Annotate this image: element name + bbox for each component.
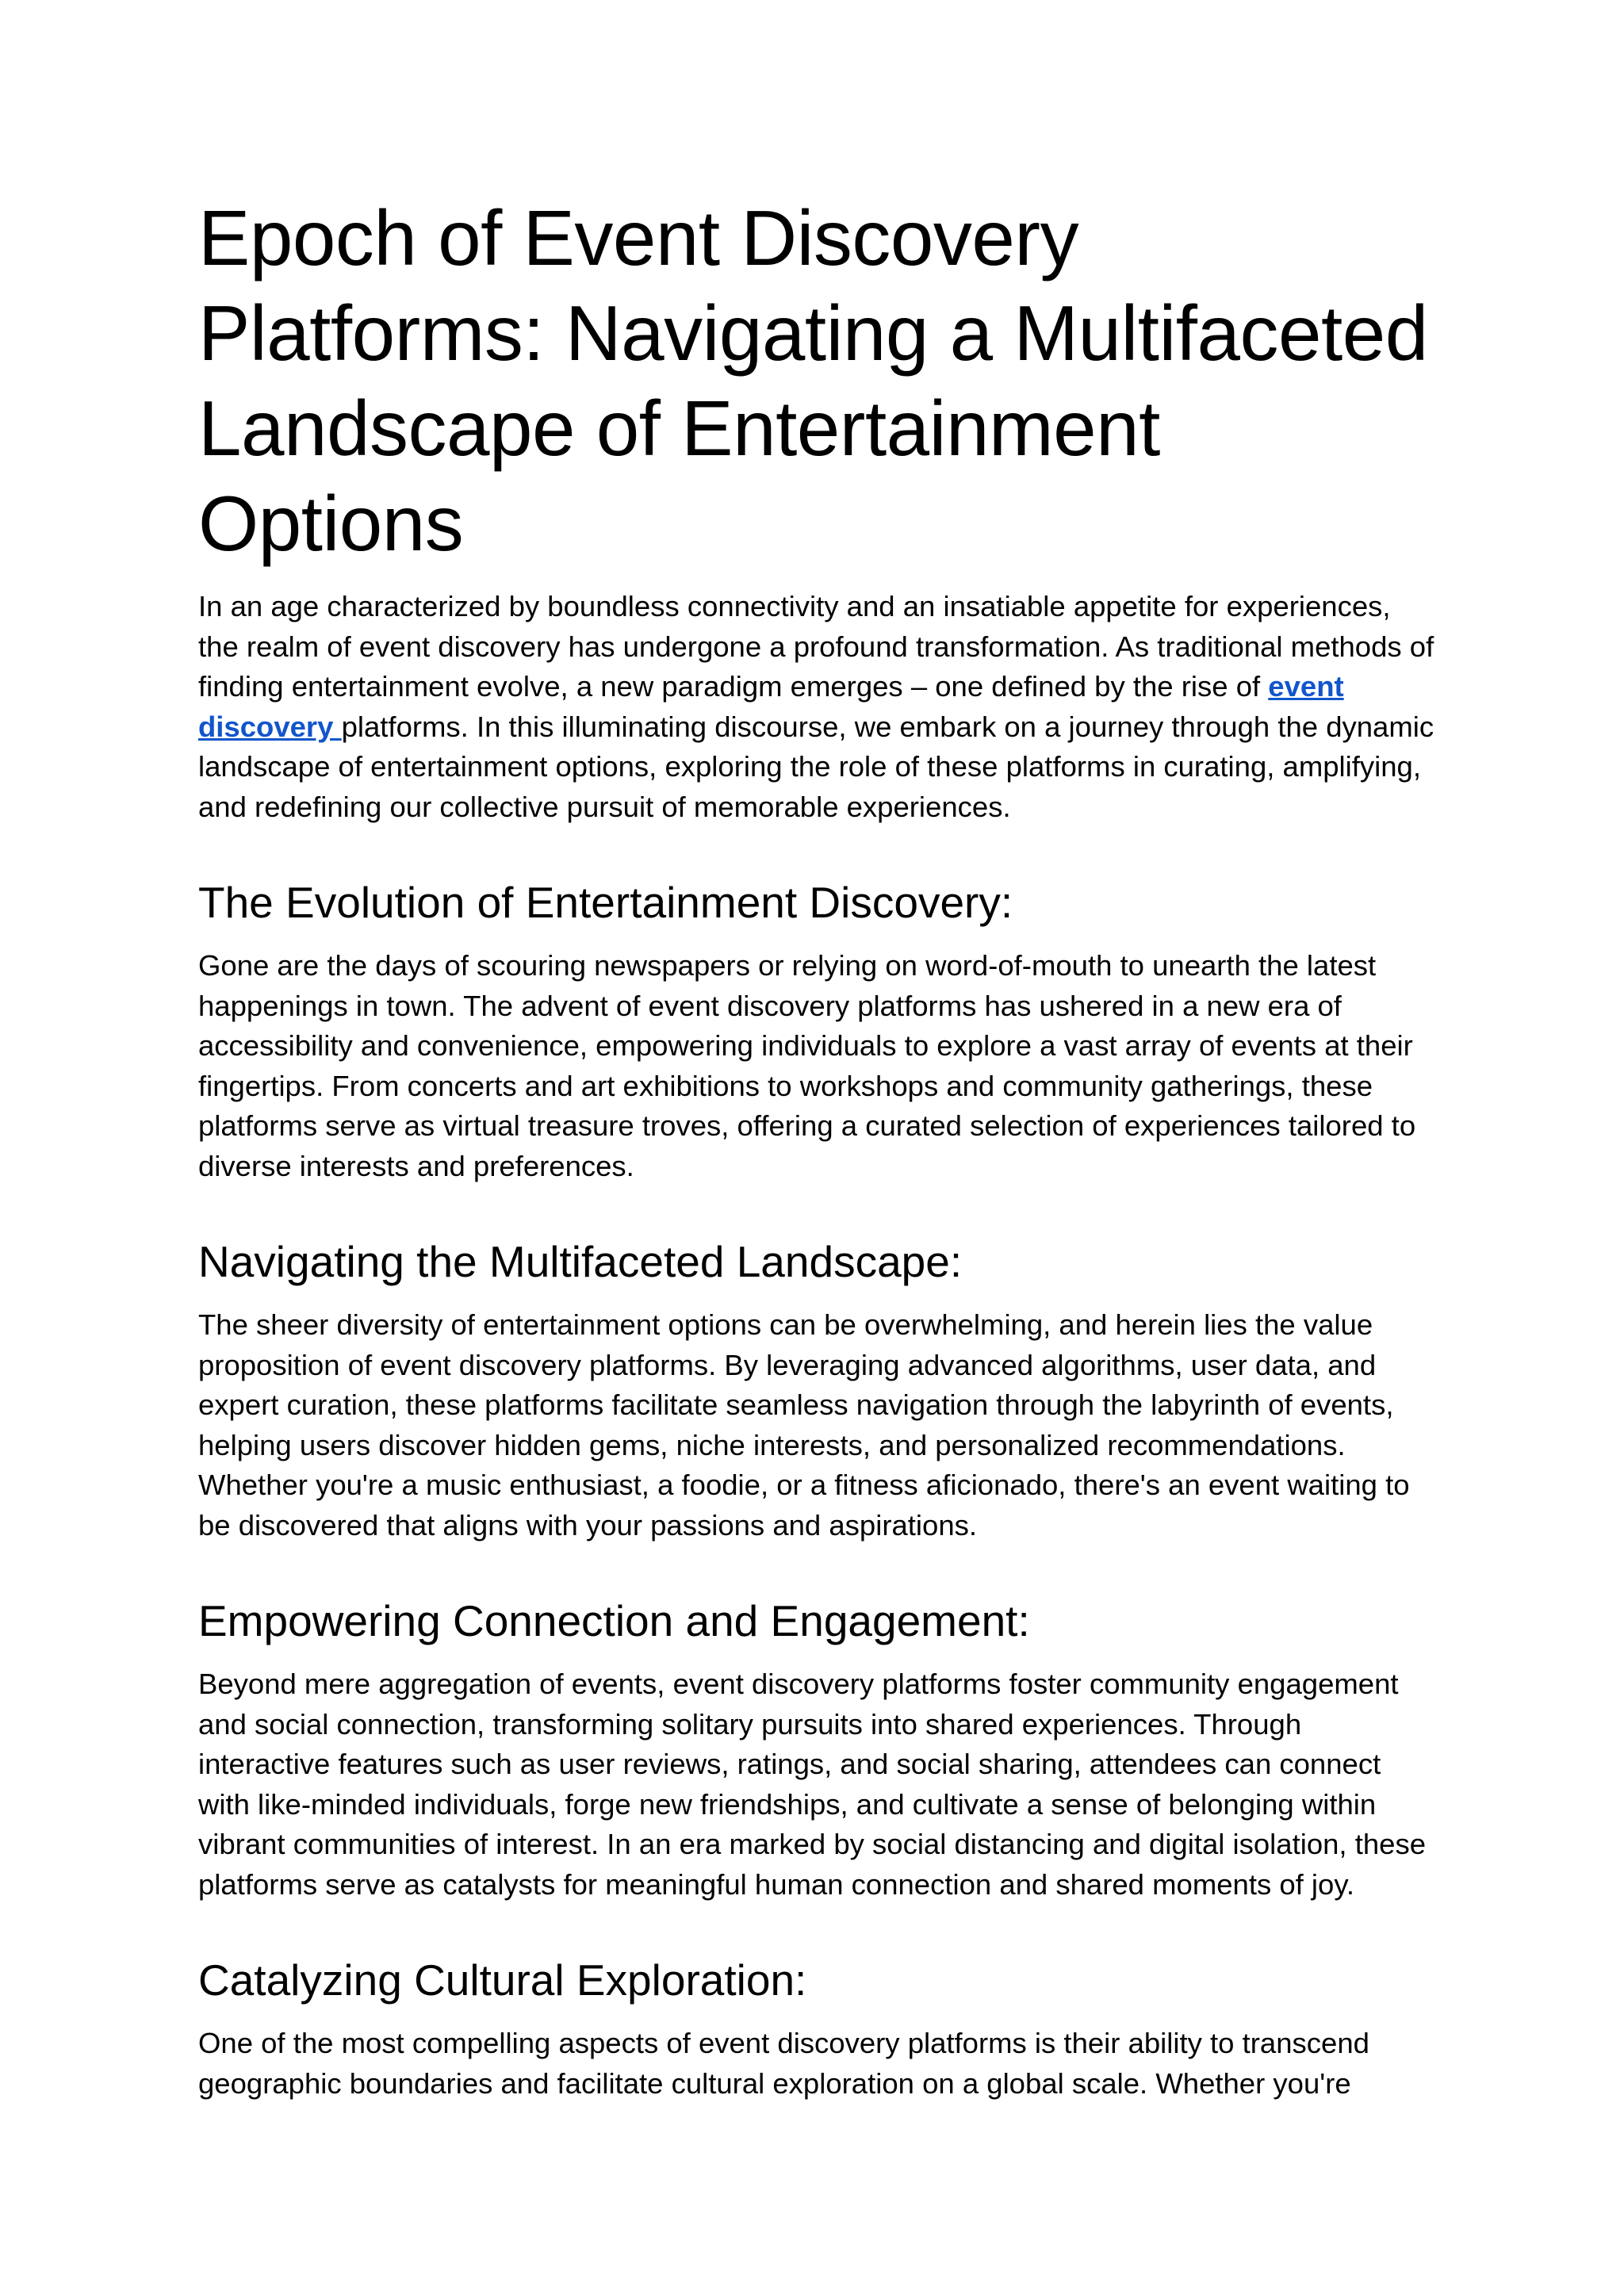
section-body: The sheer diversity of entertainment options can be overwhelming, and herein lies the value proposition of event discovery platforms. By leveraging advanced algorithms, user data, and expert curation, these platforms facilitate seamless navigation through the labyrinth of events, helping users discover hidden gems, niche interests, and personalized recommendations. Whether you're a music enthusiast, a foodie, or a fitness aficionado, there's an event waiting to be discovered that aligns with your passions and aspirations. (198, 1308, 1410, 1541)
section-body: Beyond mere aggregation of events, event discovery platforms foster community engagement and social connection, transforming solitary pursuits into shared experiences. Through interactive features such as user reviews, ratings, and social sharing, attendees can connect with like-minded individuals, forge new friendships, and cultivate a sense of belonging within vibrant communities of interest. In an era marked by social distancing and digital isolation, these platforms serve as catalysts for meaningful human connection and shared moments of joy. (198, 1668, 1427, 1901)
document-page (198, 190, 1435, 2104)
intro-text-after-link: platforms. In this illuminating discourse, we embark on a journey through the dynamic landscape of entertainment options, exploring the role of these platforms in curating, amplifying, and redefining our collective pursuit of memorable experiences. (198, 710, 1434, 823)
section-heading: Empowering Connection and Engagement: (198, 1596, 1030, 1645)
section-heading: Catalyzing Cultural Exploration: (198, 1955, 807, 2005)
section-evolution (198, 876, 1435, 1186)
section-body: Gone are the days of scouring newspapers or relying on word-of-mouth to unearth the latest happenings in town. The advent of event discovery platforms has ushered in a new era of accessibility and convenience, empowering individuals to explore a vast array of events at their fingertips. From concerts and art exhibitions to workshops and community gatherings, these platforms serve as virtual treasure troves, offering a curated selection of experiences tailored to diverse interests and preferences. (198, 949, 1416, 1182)
document-title: Epoch of Event Discovery Platforms: Navigating a Multifaceted Landscape of Entertainment Options (198, 194, 1428, 567)
section-body: One of the most compelling aspects of event discovery platforms is their ability to transcend geographic boundaries and facilitate cultural exploration on a global scale. Whether you're (198, 2027, 1369, 2100)
intro-paragraph (198, 587, 1435, 827)
section-navigating (198, 1235, 1435, 1545)
event-discovery-link[interactable]: event discovery (198, 670, 1344, 743)
section-heading: The Evolution of Entertainment Discovery: (198, 878, 1013, 927)
intro-text-before-link: In an age characterized by boundless connectivity and an insatiable appetite for experiences, the realm of event discovery has undergone a profound transformation. As traditional methods of finding entertainment evolve, a new paradigm emerges – one defined by the rise of (198, 590, 1434, 703)
section-connection (198, 1595, 1435, 1905)
section-cultural (198, 1954, 1435, 2104)
section-heading: Navigating the Multifaceted Landscape: (198, 1237, 963, 1286)
